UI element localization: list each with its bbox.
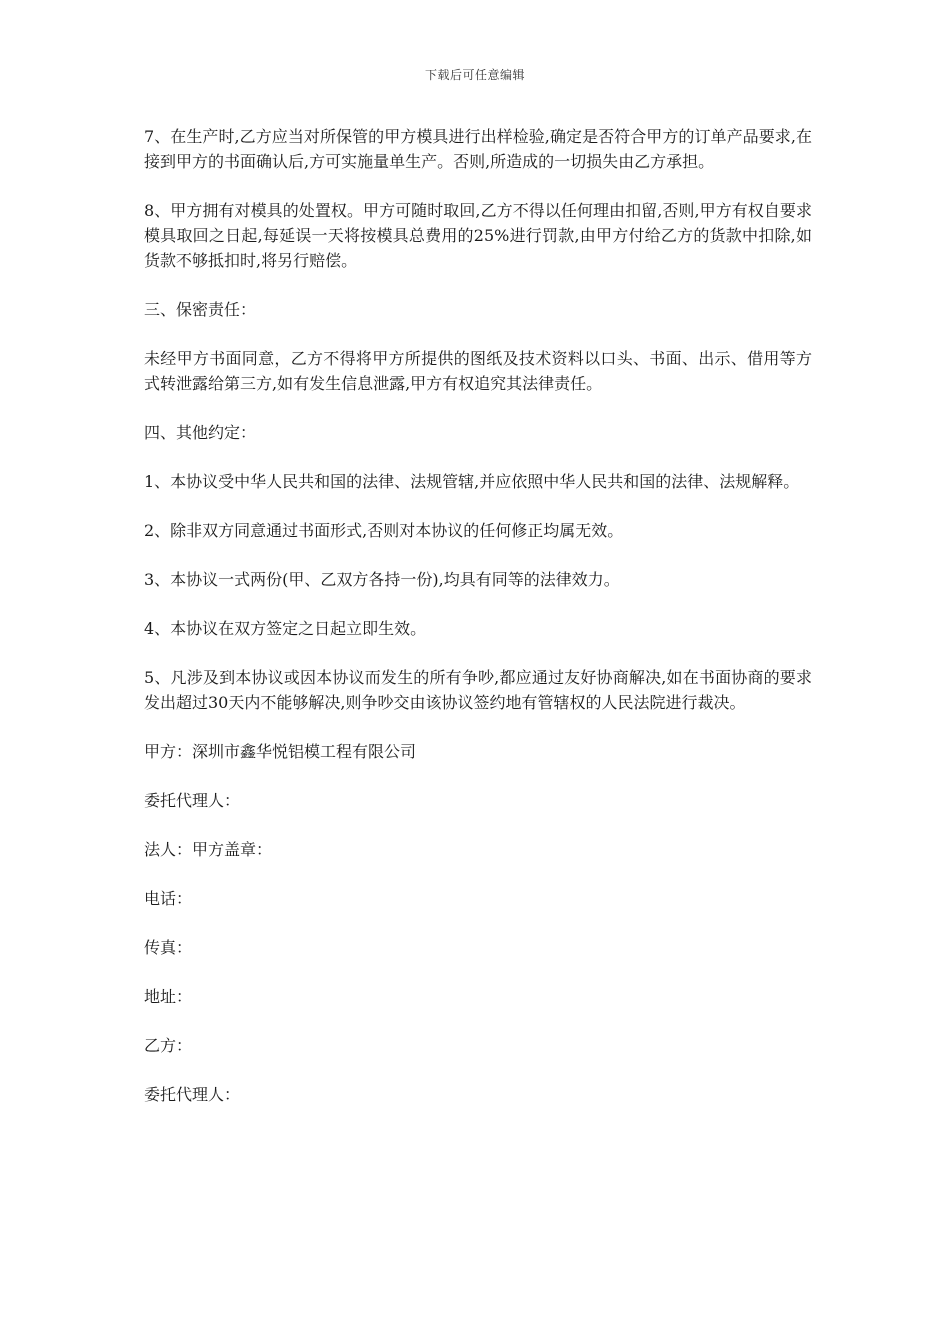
clause-7: 7、在生产时,乙方应当对所保管的甲方模具进行出样检验,确定是否符合甲方的订单产品要求,在接到甲方的书面确认后,方可实施量单生产。否则,所造成的一切损失由乙方承担。: [144, 127, 812, 171]
party-a-address: 地址：: [144, 987, 193, 1006]
party-b-name: 乙方：: [144, 1036, 193, 1055]
party-a-name: 甲方：深圳市鑫华悦铝模工程有限公司: [144, 742, 417, 761]
party-a-phone: 电话：: [144, 889, 193, 908]
other-clause-4: 4、本协议在双方签定之日起立即生效。: [144, 619, 427, 638]
section-heading-confidentiality: 三、保密责任：: [144, 300, 257, 319]
confidentiality-clause: 未经甲方书面同意，乙方不得将甲方所提供的图纸及技术资料以口头、书面、出示、借用等方式转泄露给第三方,如有发生信息泄露,甲方有权追究其法律责任。: [144, 349, 812, 393]
document-body: [144, 124, 812, 1131]
other-clause-2: 2、除非双方同意通过书面形式,否则对本协议的任何修正均属无效。: [144, 521, 624, 540]
other-clause-5: 5、凡涉及到本协议或因本协议而发生的所有争吵,都应通过友好协商解决,如在书面协商的要求发出超过30天内不能够解决,则争吵交由该协议签约地有管辖权的人民法院进行裁决。: [144, 668, 812, 712]
section-heading-other-terms: 四、其他约定：: [144, 423, 257, 442]
other-clause-1: 1、本协议受中华人民共和国的法律、法规管辖,并应依照中华人民共和国的法律、法规解释。: [144, 472, 800, 491]
party-a-fax: 传真：: [144, 938, 193, 957]
party-a-agent: 委托代理人：: [144, 791, 241, 810]
other-clause-3: 3、本协议一式两份(甲、乙双方各持一份),均具有同等的法律效力。: [144, 570, 620, 589]
party-b-agent: 委托代理人：: [144, 1085, 241, 1104]
page-header-note: 下载后可任意编辑: [424, 68, 525, 82]
party-a-legal-person-seal: 法人：甲方盖章：: [144, 840, 273, 859]
clause-8: 8、甲方拥有对模具的处置权。甲方可随时取回,乙方不得以任何理由扣留,否则,甲方有权自要求模具取回之日起,每延误一天将按模具总费用的25%进行罚款,由甲方付给乙方的货款中扣除,如货款不够抵扣时,将另行赔偿。: [144, 201, 812, 270]
